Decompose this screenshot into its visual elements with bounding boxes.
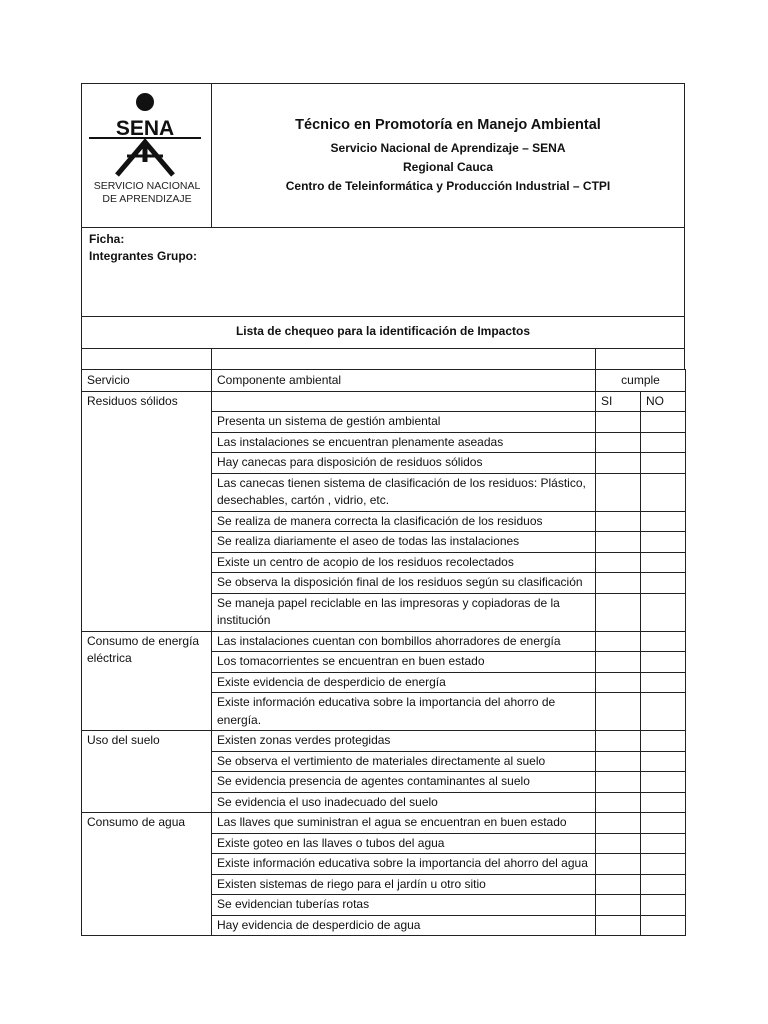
list-title: Lista de chequeo para la identificación de Impactos	[81, 317, 685, 349]
checklist-sheet	[81, 83, 685, 936]
table-header-row	[82, 370, 686, 392]
servicio-cell: Residuos sólidos	[82, 391, 212, 631]
componente-cell: Se realiza diariamente el aseo de todas las instalaciones	[212, 532, 596, 553]
no-checkbox-cell[interactable]	[641, 693, 686, 731]
componente-cell: Se evidencia el uso inadecuado del suelo	[212, 792, 596, 813]
ficha-label: Ficha:	[89, 232, 125, 246]
col-si: SI	[596, 391, 641, 412]
subtitle-sena: Servicio Nacional de Aprendizaje – SENA	[330, 141, 566, 155]
info-block	[81, 228, 685, 317]
componente-cell: Se evidencian tuberías rotas	[212, 895, 596, 916]
no-checkbox-cell[interactable]	[641, 511, 686, 532]
componente-cell: Hay evidencia de desperdicio de agua	[212, 915, 596, 936]
no-checkbox-cell[interactable]	[641, 652, 686, 673]
no-checkbox-cell[interactable]	[641, 813, 686, 834]
componente-cell: Existe información educativa sobre la importancia del ahorro del agua	[212, 854, 596, 875]
sena-emblem-icon	[87, 90, 207, 180]
no-checkbox-cell[interactable]	[641, 473, 686, 511]
table-row	[82, 731, 686, 752]
si-checkbox-cell[interactable]	[596, 631, 641, 652]
header-titles	[212, 84, 684, 227]
si-checkbox-cell[interactable]	[596, 453, 641, 474]
no-checkbox-cell[interactable]	[641, 672, 686, 693]
table-row	[82, 813, 686, 834]
componente-cell: Existe información educativa sobre la importancia del ahorro de energía.	[212, 693, 596, 731]
si-checkbox-cell[interactable]	[596, 573, 641, 594]
si-checkbox-cell[interactable]	[596, 693, 641, 731]
no-checkbox-cell[interactable]	[641, 593, 686, 631]
no-checkbox-cell[interactable]	[641, 532, 686, 553]
componente-cell: Existe un centro de acopio de los residuos recolectados	[212, 552, 596, 573]
componente-cell: Se realiza de manera correcta la clasificación de los residuos	[212, 511, 596, 532]
si-checkbox-cell[interactable]	[596, 854, 641, 875]
col-componente: Componente ambiental	[212, 370, 596, 392]
no-checkbox-cell[interactable]	[641, 874, 686, 895]
no-checkbox-cell[interactable]	[641, 552, 686, 573]
si-checkbox-cell[interactable]	[596, 552, 641, 573]
si-checkbox-cell[interactable]	[596, 652, 641, 673]
componente-cell: Presenta un sistema de gestión ambiental	[212, 412, 596, 433]
no-checkbox-cell[interactable]	[641, 412, 686, 433]
si-checkbox-cell[interactable]	[596, 915, 641, 936]
col-no: NO	[641, 391, 686, 412]
componente-cell: Hay canecas para disposición de residuos sólidos	[212, 453, 596, 474]
si-checkbox-cell[interactable]	[596, 412, 641, 433]
no-checkbox-cell[interactable]	[641, 833, 686, 854]
si-checkbox-cell[interactable]	[596, 772, 641, 793]
checklist-table	[81, 369, 686, 936]
subtitle-regional: Regional Cauca	[402, 160, 494, 174]
componente-cell: Existen zonas verdes protegidas	[212, 731, 596, 752]
servicio-cell: Consumo de agua	[82, 813, 212, 936]
componente-cell: Se observa la disposición final de los residuos según su clasificación	[212, 573, 596, 594]
no-checkbox-cell[interactable]	[641, 895, 686, 916]
componente-cell: Las llaves que suministran el agua se encuentran en buen estado	[212, 813, 596, 834]
componente-cell: Existe evidencia de desperdicio de energía	[212, 672, 596, 693]
no-checkbox-cell[interactable]	[641, 631, 686, 652]
servicio-cell: Uso del suelo	[82, 731, 212, 813]
no-checkbox-cell[interactable]	[641, 854, 686, 875]
blank-cell	[212, 391, 596, 412]
si-checkbox-cell[interactable]	[596, 593, 641, 631]
si-checkbox-cell[interactable]	[596, 731, 641, 752]
componente-cell: Se observa el vertimiento de materiales directamente al suelo	[212, 751, 596, 772]
col-servicio: Servicio	[82, 370, 212, 392]
no-checkbox-cell[interactable]	[641, 731, 686, 752]
table-row	[82, 631, 686, 652]
no-checkbox-cell[interactable]	[641, 573, 686, 594]
si-checkbox-cell[interactable]	[596, 672, 641, 693]
spacer-row	[81, 349, 685, 369]
no-checkbox-cell[interactable]	[641, 915, 686, 936]
logo-line-1: SERVICIO NACIONAL	[93, 180, 201, 192]
componente-cell: Existe goteo en las llaves o tubos del agua	[212, 833, 596, 854]
no-checkbox-cell[interactable]	[641, 792, 686, 813]
grupo-label: Integrantes Grupo:	[89, 249, 198, 263]
componente-cell: Se evidencia presencia de agentes contaminantes al suelo	[212, 772, 596, 793]
document-header	[81, 83, 685, 228]
subtitle-centro: Centro de Teleinformática y Producción Industrial – CTPI	[285, 179, 611, 193]
si-checkbox-cell[interactable]	[596, 432, 641, 453]
componente-cell: Existen sistemas de riego para el jardín u otro sitio	[212, 874, 596, 895]
table-subheader-row	[82, 391, 686, 412]
col-cumple: cumple	[596, 370, 686, 392]
logo-wordmark: SENA	[115, 117, 175, 140]
componente-cell: Las instalaciones cuentan con bombillos ahorradores de energía	[212, 631, 596, 652]
sena-logo	[82, 84, 212, 227]
no-checkbox-cell[interactable]	[641, 453, 686, 474]
componente-cell: Las instalaciones se encuentran plenamente aseadas	[212, 432, 596, 453]
no-checkbox-cell[interactable]	[641, 772, 686, 793]
si-checkbox-cell[interactable]	[596, 751, 641, 772]
componente-cell: Se maneja papel reciclable en las impresoras y copiadoras de la institución	[212, 593, 596, 631]
si-checkbox-cell[interactable]	[596, 833, 641, 854]
si-checkbox-cell[interactable]	[596, 874, 641, 895]
document-title: Técnico en Promotoría en Manejo Ambiental	[295, 117, 601, 133]
servicio-cell: Consumo de energía eléctrica	[82, 631, 212, 731]
componente-cell: Las canecas tienen sistema de clasificación de los residuos: Plástico, desechables, cartón , vidrio, etc.	[212, 473, 596, 511]
si-checkbox-cell[interactable]	[596, 511, 641, 532]
si-checkbox-cell[interactable]	[596, 813, 641, 834]
si-checkbox-cell[interactable]	[596, 895, 641, 916]
si-checkbox-cell[interactable]	[596, 532, 641, 553]
componente-cell: Los tomacorrientes se encuentran en buen estado	[212, 652, 596, 673]
no-checkbox-cell[interactable]	[641, 751, 686, 772]
no-checkbox-cell[interactable]	[641, 432, 686, 453]
logo-line-2: DE APRENDIZAJE	[102, 193, 192, 205]
si-checkbox-cell[interactable]	[596, 473, 641, 511]
si-checkbox-cell[interactable]	[596, 792, 641, 813]
